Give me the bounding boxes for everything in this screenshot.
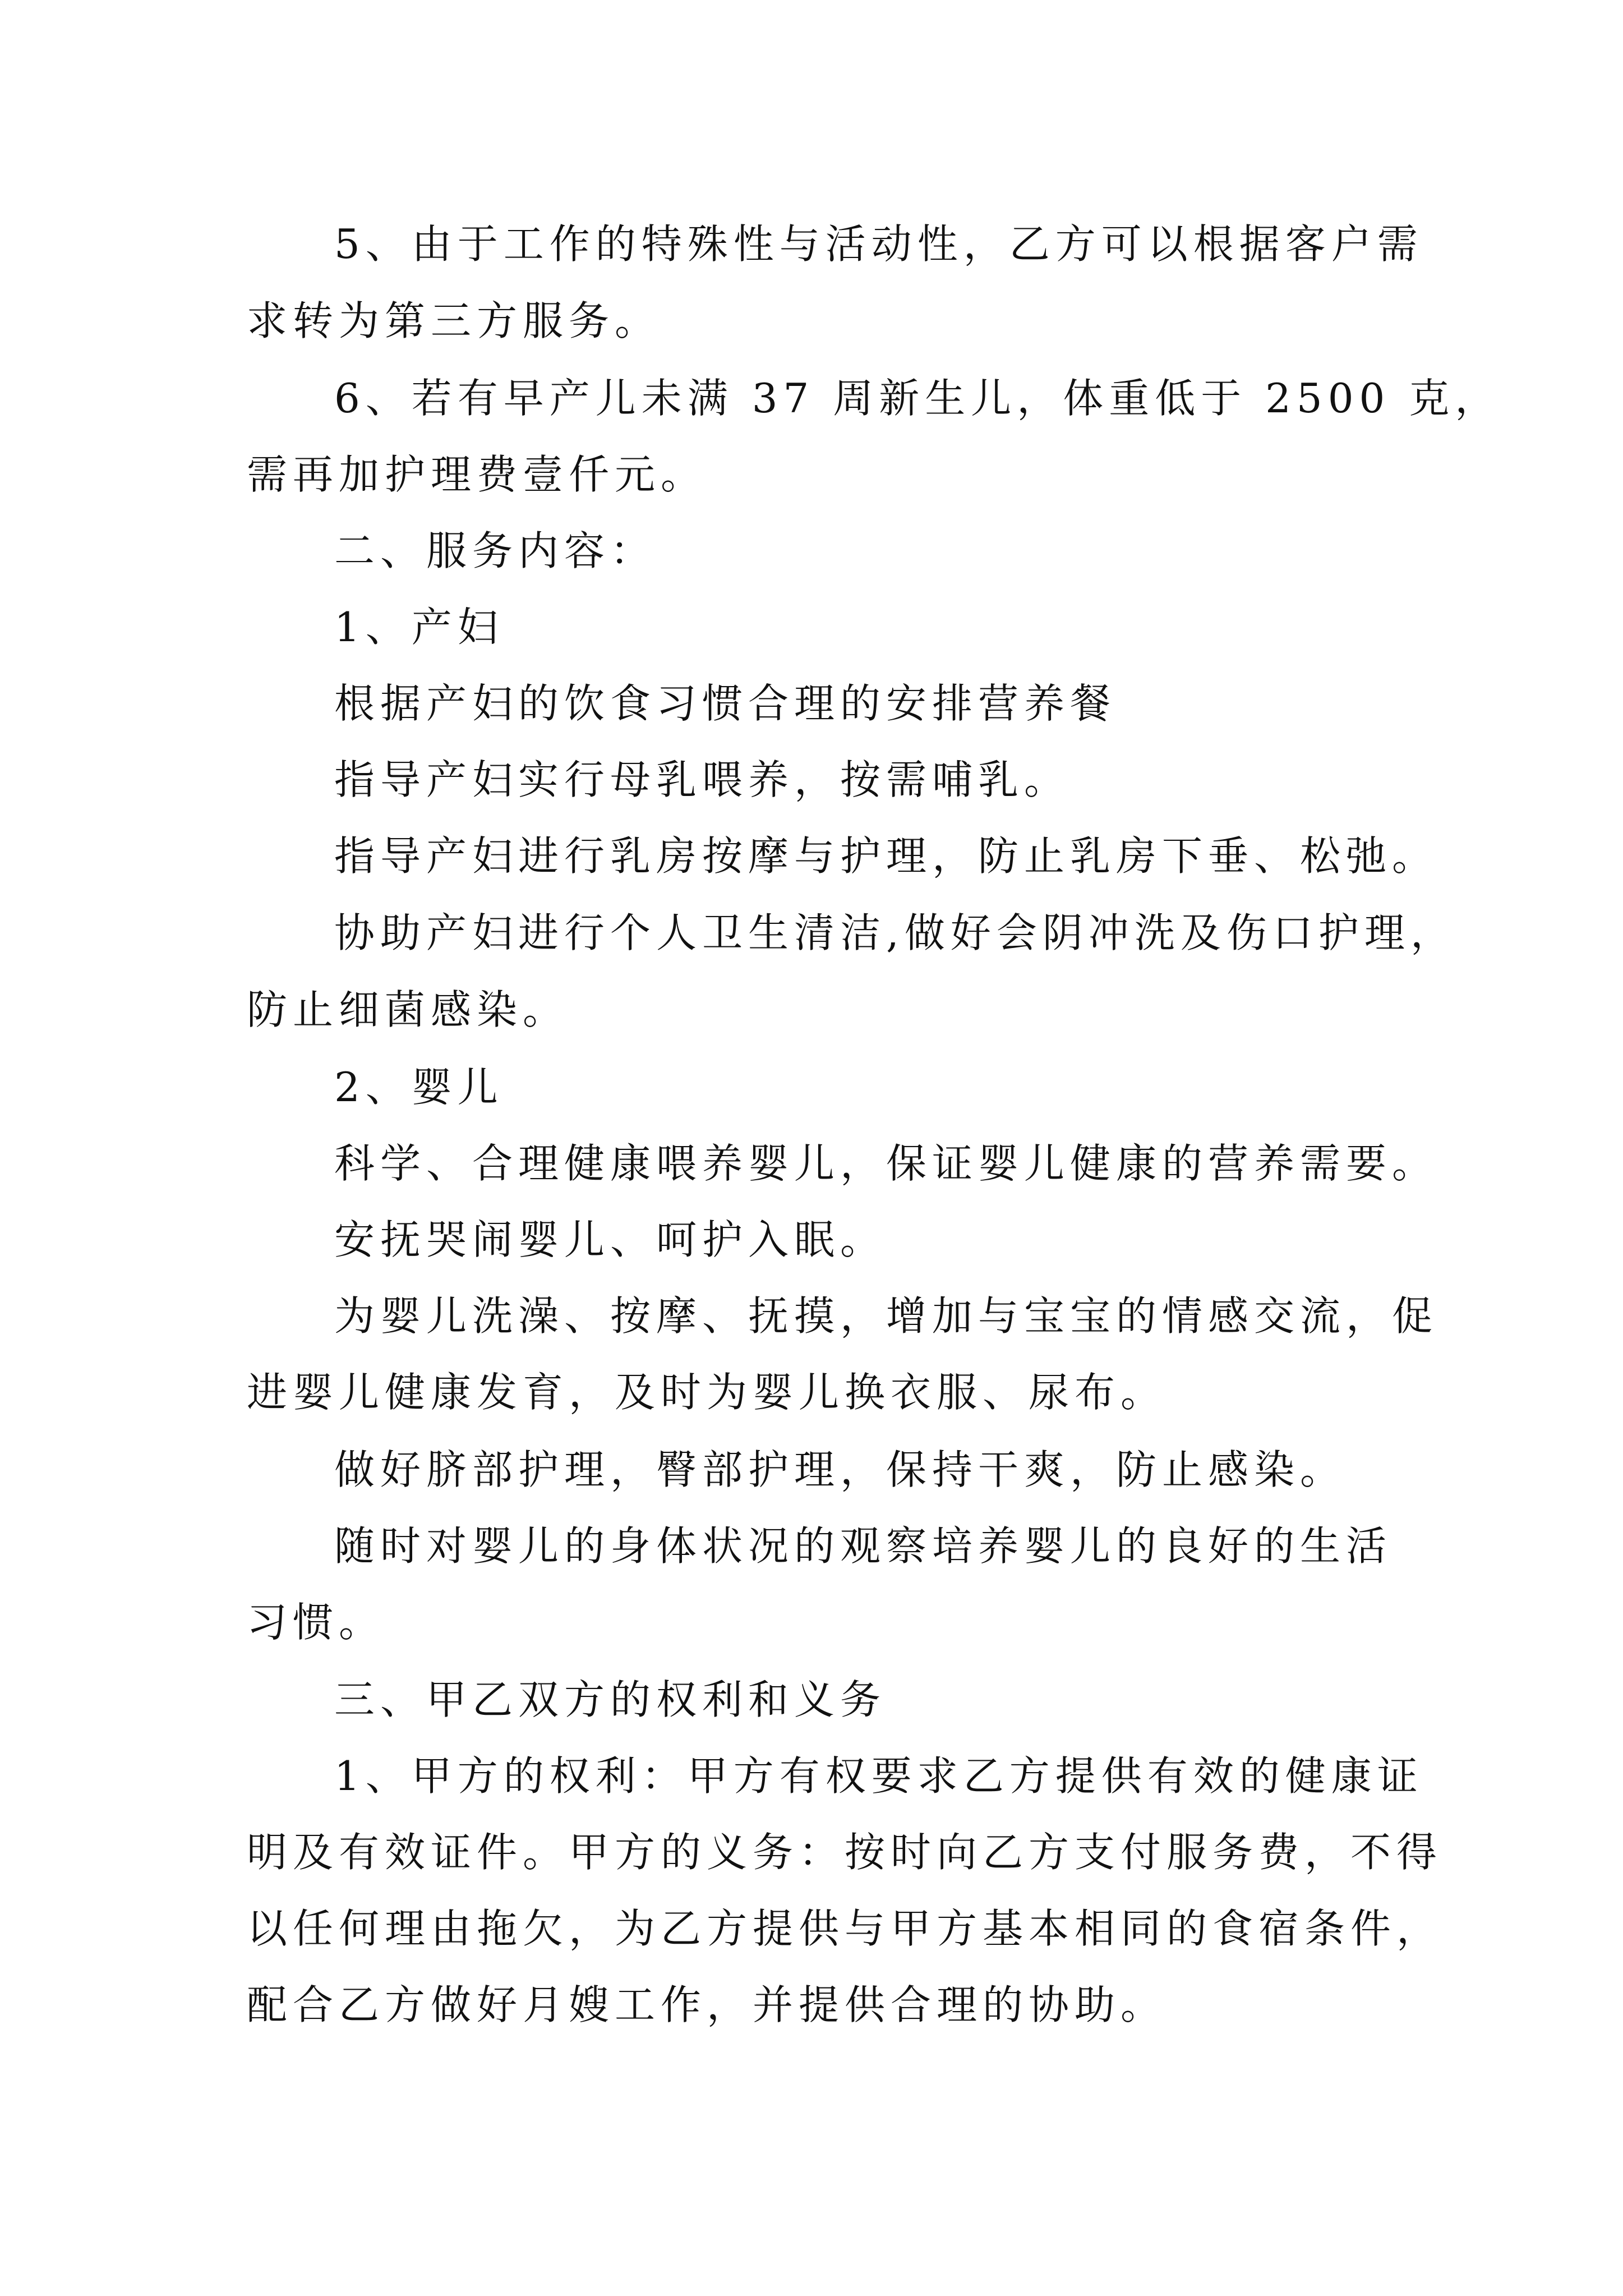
text-line: 习惯。	[247, 1599, 385, 1646]
text-line: 为婴儿洗澡、按摩、抚摸，增加与宝宝的情感交流，促	[334, 1292, 1438, 1340]
text-line: 科学、合理健康喂养婴儿，保证婴儿健康的营养需要。	[334, 1140, 1438, 1187]
text-line: 以任何理由拖欠，为乙方提供与甲方基本相同的食宿条件，	[247, 1905, 1443, 1952]
section-heading: 二、服务内容：	[334, 527, 657, 574]
text-line: 防止细菌感染。	[247, 986, 569, 1033]
subsection-heading: 1、产妇	[334, 604, 504, 651]
text-line: 指导产妇进行乳房按摩与护理，防止乳房下垂、松弛。	[334, 832, 1438, 880]
text-line: 指导产妇实行母乳喂养，按需哺乳。	[334, 756, 1071, 803]
text-line: 1、甲方的权利：甲方有权要求乙方提供有效的健康证	[334, 1752, 1423, 1800]
text-line: 协助产妇进行个人卫生清洁,做好会阴冲洗及伤口护理，	[334, 909, 1456, 956]
text-line: 需再加护理费壹仟元。	[247, 451, 707, 498]
text-line: 5、由于工作的特殊性与活动性，乙方可以根据客户需	[334, 220, 1423, 268]
text-line: 随时对婴儿的身体状况的观察培养婴儿的良好的生活	[334, 1522, 1393, 1570]
subsection-heading: 2、婴儿	[334, 1064, 504, 1111]
text-line: 进婴儿健康发育，及时为婴儿换衣服、尿布。	[247, 1369, 1167, 1416]
text-line: 明及有效证件。甲方的义务：按时向乙方支付服务费，不得	[247, 1829, 1443, 1876]
text-line: 6、若有早产儿未满 37 周新生儿，体重低于 2500 克，	[334, 375, 1501, 422]
text-line: 安抚哭闹婴儿、呵护入眠。	[334, 1216, 887, 1263]
text-line: 配合乙方做好月嫂工作，并提供合理的协助。	[247, 1981, 1167, 2028]
text-line: 做好脐部护理，臀部护理，保持干爽，防止感染。	[334, 1446, 1347, 1493]
text-line: 求转为第三方服务。	[247, 297, 661, 344]
section-heading: 三、甲乙双方的权利和义务	[334, 1676, 887, 1723]
text-line: 根据产妇的饮食习惯合理的安排营养餐	[334, 680, 1117, 727]
